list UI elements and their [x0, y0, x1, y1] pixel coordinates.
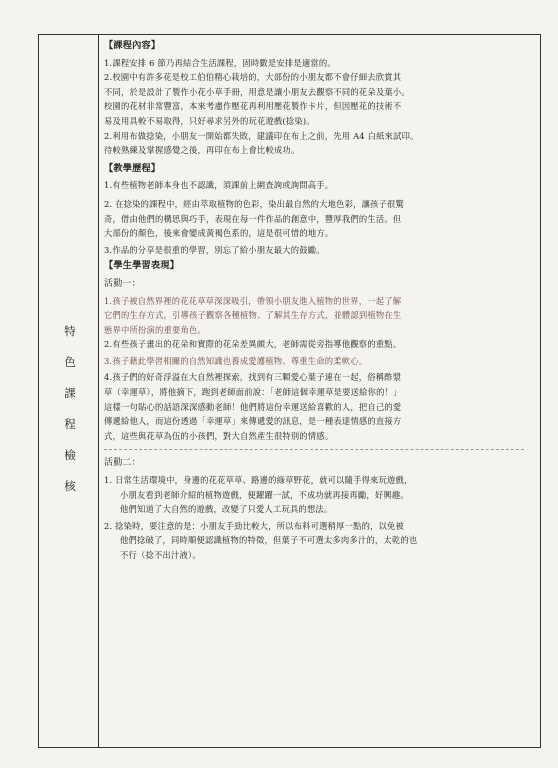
- activity-1-heading: 活動一：: [104, 278, 141, 289]
- student-performance-heading: 【學生學習表現】: [104, 260, 180, 272]
- activity-1-item-4-line: 傳遞給他人，而這份透過「幸運草」來傳遞愛的訊息，是一種表達情感的直接方: [104, 416, 402, 427]
- activity-1-item-4-line: 式，這些與花草為伍的小孩們，對大自然產生很特別的情感。: [104, 430, 334, 441]
- activity-2-item-2-line: 2. 捻染時，要注意的是：小朋友手勁比較大，所以布料可選稍厚一點的，以免被: [104, 520, 405, 531]
- activity-2-heading: 活動二：: [104, 458, 141, 469]
- table-column-divider: [98, 34, 99, 748]
- teaching-item-3: 3.作品的分享是很重的學習，別忘了給小朋友最大的鼓勵。: [104, 244, 325, 255]
- course-item-3-line: 2.利用布做捻染，小朋友一開始都失敗，建議印在布上之前，先用 A4 白紙來試印。: [104, 130, 419, 141]
- activity-1-item-4-line: 這樣一句貼心的話語深深感動老師！他們將這份幸運送給喜歡的人，把自己的愛: [104, 401, 402, 412]
- teaching-item-2-line: 奇，借由他們的構思與巧手，表現在每一件作品的創意中，豐厚我們的生活。但: [104, 213, 402, 224]
- activity-1-item-1-line: 它們的生存方式，引導孩子觀察各種植物、了解其生存方式，並體認到植物在生: [104, 310, 402, 321]
- course-item-1: 1.課程安排 6 節乃再結合生活課程，固時數是安排是適當的。: [104, 57, 336, 68]
- activity-2-item-1-line: 小朋友看到老師介紹的植物遊戲，便躍躍一試，不成功就再接再勵，好興趣。: [120, 489, 409, 500]
- section-label-char: 檢: [64, 448, 76, 462]
- dashed-divider: [104, 449, 524, 450]
- activity-1-item-1-line: 1.孩子被自然界裡的花花草草深深吸引，帶領小朋友進入植物的世界，一起了解: [104, 295, 402, 306]
- teaching-item-1: 1.有些植物老師本身也不認識，須課前上網查詢或詢問高手。: [104, 180, 334, 191]
- section-label-char: 色: [64, 355, 76, 369]
- activity-2-item-2-line: 他們捻破了，同時順便認識植物的特徵，但葉子不可選太多肉多汁的，太乾的也: [120, 535, 418, 546]
- section-label-char: 程: [64, 417, 76, 431]
- teaching-item-2-line: 2. 在捻染的課程中，經由萃取植物的色彩，染出最自然的大地色彩，讓孩子很驚: [104, 198, 405, 209]
- activity-2-item-2-line: 不行（捻不出汁液）。: [120, 550, 201, 560]
- section-label-char: 課: [64, 386, 76, 400]
- content-cell: [104, 39, 534, 563]
- teaching-process-heading: 【教學歷程】: [104, 162, 161, 174]
- activity-1-item-3: 3.孩子藉此學習相關的自然知識也養成愛護植物、尊重生命的柔軟心。: [104, 355, 368, 366]
- activity-1-item-1-line: 態界中所扮演的重要角色。: [104, 324, 206, 335]
- course-item-3-line: 待較熟練及掌握感覺之後，再印在布上會比較成功。: [104, 145, 300, 156]
- teaching-item-2-line: 大部份的顏色，後來會變成黃褐色系的，這是很可惜的地方。: [104, 228, 334, 239]
- table-border-top: [38, 34, 541, 35]
- course-item-2-line: 2.校園中有許多花是校工伯伯精心栽培的，大部份的小朋友都不會仔細去欣賞其: [104, 72, 402, 83]
- section-label-char: 核: [64, 479, 76, 493]
- section-label-char: 特: [64, 324, 76, 338]
- activity-2-item-1-line: 1. 日常生活環境中，身邊的花花草草、路邊的綠草野花，就可以隨手得來玩遊戲，: [104, 475, 413, 486]
- course-item-2-line: 易及用具較不易取得，只好尋求另外的玩花遊戲(捻染)。: [104, 115, 315, 126]
- activity-1-item-2: 2.有些孩子畫出的花朵和實際的花朵差異頗大，老師需從旁指導他觀察的重點。: [104, 339, 402, 350]
- table-border-left: [38, 34, 39, 748]
- course-item-2-line: 不同，於是設計了製作小花小草手冊，用意是讓小朋友去觀察不同的花朵及葉小。: [104, 86, 410, 97]
- section-label: [56, 316, 84, 502]
- activity-1-item-4-line: 4.孩子們的好奇浮溢在大自然裡探索，找到有三顆愛心葉子連在一起，俗稱酢漿: [104, 372, 402, 383]
- activity-1-item-4-line: 草（幸運草），將他摘下，跑到老師面前說：「老師這個幸運草是要送給你的！」: [104, 387, 402, 398]
- activity-2-item-1-line: 他們知道了大自然的遊戲，改變了只愛人工玩具的想法。: [120, 504, 333, 515]
- table-border-bottom: [38, 747, 541, 748]
- course-item-2-line: 校園的花材非常豐富，本來考慮作壓花再利用壓花製作卡片，但因壓花的技術不: [104, 101, 402, 112]
- course-content-heading: 【課程內容】: [104, 40, 161, 51]
- table-border-right: [540, 34, 541, 748]
